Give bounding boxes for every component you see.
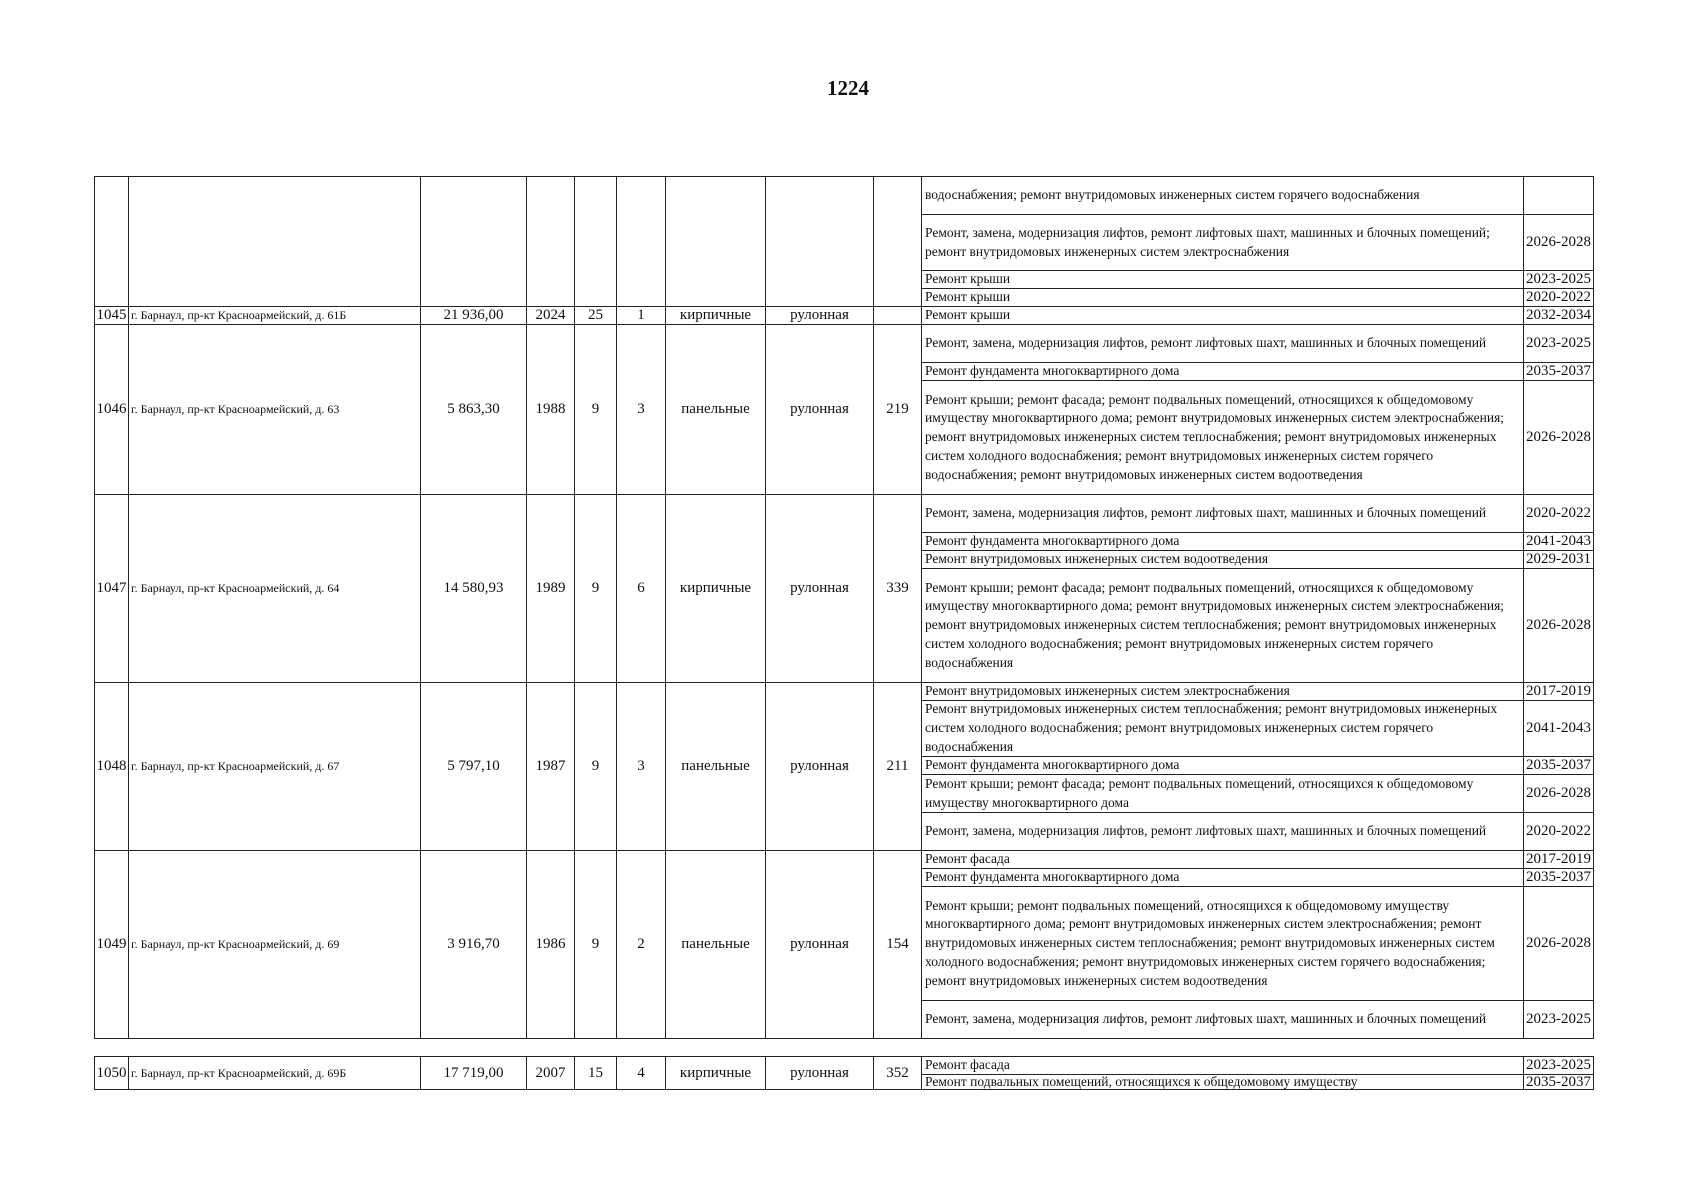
work-period: 2041-2043 [1523, 700, 1594, 757]
cell-walls: кирпичные [665, 494, 766, 683]
work-period [1523, 176, 1594, 215]
work-period: 2035-2037 [1523, 362, 1594, 381]
cell-entrances: 2 [616, 850, 666, 1039]
cell-roof: рулонная [765, 850, 874, 1039]
cell-num [94, 176, 129, 307]
cell-address: г. Барнаул, пр-кт Красноармейский, д. 69Б [128, 1056, 421, 1090]
cell-floors: 15 [574, 1056, 617, 1090]
cell-area: 3 916,70 [420, 850, 527, 1039]
work-text: Ремонт, замена, модернизация лифтов, ремонт лифтовых шахт, машинных и блочных помещений; ремонт внутридомовых инженерных систем электроснабжения [925, 224, 1490, 259]
cell-entrances: 1 [616, 306, 666, 325]
cell-address: г. Барнаул, пр-кт Красноармейский, д. 67 [128, 682, 421, 851]
work-description [921, 532, 1524, 551]
cell-walls: панельные [665, 850, 766, 1039]
page-number: 1224 [827, 76, 869, 100]
work-text: Ремонт крыши; ремонт фасада; ремонт подвальных помещений, относящихся к общедомовому имуществу многоквартирного дома; ремонт внутридомовых инженерных систем электроснабжения; ремонт внутридомовых инженерных систем теплоснабжения; ремонт внутридомовых инженерных систем холодного водоснабжения; ремонт внутридомовых инженерных систем горячего водоснабжения [925, 579, 1505, 670]
cell-num: 1050 [94, 1056, 129, 1090]
work-description [921, 1074, 1524, 1090]
work-description [921, 812, 1524, 851]
cell-entrances: 4 [616, 1056, 666, 1090]
cell-address: г. Барнаул, пр-кт Красноармейский, д. 69 [128, 850, 421, 1039]
work-text: Ремонт внутридомовых инженерных систем электроснабжения [925, 683, 1290, 699]
work-period: 2020-2022 [1523, 288, 1594, 307]
cell-num: 1047 [94, 494, 129, 683]
cell-num: 1046 [94, 324, 129, 495]
cell-roof: рулонная [765, 306, 874, 325]
cell-floors: 9 [574, 850, 617, 1039]
cell-residents [873, 176, 922, 307]
work-period: 2035-2037 [1523, 1074, 1594, 1090]
work-description [921, 568, 1524, 683]
work-description [921, 756, 1524, 775]
work-text: водоснабжения; ремонт внутридомовых инженерных систем горячего водоснабжения [925, 187, 1420, 203]
cell-year: 2007 [526, 1056, 575, 1090]
work-description [921, 306, 1524, 325]
cell-residents: 211 [873, 682, 922, 851]
cell-floors: 9 [574, 494, 617, 683]
work-text: Ремонт, замена, модернизация лифтов, ремонт лифтовых шахт, машинных и блочных помещений [925, 823, 1487, 839]
cell-address: г. Барнаул, пр-кт Красноармейский, д. 64 [128, 494, 421, 683]
cell-year: 2024 [526, 306, 575, 325]
cell-address: г. Барнаул, пр-кт Красноармейский, д. 61Б [128, 306, 421, 325]
work-description [921, 494, 1524, 533]
work-text: Ремонт крыши; ремонт подвальных помещений, относящихся к общедомовому имуществу многоквартирного дома; ремонт внутридомовых инженерных систем электроснабжения; ремонт внутридомовых инженерных систем теплоснабжения; ремонт внутридомовых инженерных систем холодного водоснабжения; ремонт внутридомовых инженерных систем горячего водоснабжения; ремонт внутридомовых инженерных систем водоотведения [925, 897, 1495, 988]
work-description [921, 1000, 1524, 1039]
work-description [921, 886, 1524, 1001]
work-text: Ремонт фундамента многоквартирного дома [925, 363, 1180, 379]
work-period: 2017-2019 [1523, 682, 1594, 701]
work-text: Ремонт, замена, модернизация лифтов, ремонт лифтовых шахт, машинных и блочных помещений [925, 335, 1487, 351]
work-description [921, 270, 1524, 289]
cell-floors: 25 [574, 306, 617, 325]
cell-area [420, 176, 527, 307]
work-description [921, 362, 1524, 381]
work-text: Ремонт крыши; ремонт фасада; ремонт подвальных помещений, относящихся к общедомовому имуществу многоквартирного дома; ремонт внутридомовых инженерных систем электроснабжения; ремонт внутридомовых инженерных систем теплоснабжения; ремонт внутридомовых инженерных систем холодного водоснабжения; ремонт внутридомовых инженерных систем горячего водоснабжения; ремонт внутридомовых инженерных систем водоотведения [925, 391, 1505, 482]
cell-entrances: 6 [616, 494, 666, 683]
cell-year: 1988 [526, 324, 575, 495]
capital-repair-table [94, 176, 1594, 1089]
cell-roof: рулонная [765, 494, 874, 683]
work-description [921, 214, 1524, 271]
cell-walls: кирпичные [665, 1056, 766, 1090]
cell-area: 5 797,10 [420, 682, 527, 851]
cell-residents: 219 [873, 324, 922, 495]
work-period: 2041-2043 [1523, 532, 1594, 551]
work-text: Ремонт, замена, модернизация лифтов, ремонт лифтовых шахт, машинных и блочных помещений [925, 1011, 1487, 1027]
work-period: 2026-2028 [1523, 886, 1594, 1001]
work-description [921, 380, 1524, 495]
work-period: 2032-2034 [1523, 306, 1594, 325]
cell-num: 1048 [94, 682, 129, 851]
work-text: Ремонт фундамента многоквартирного дома [925, 533, 1180, 549]
cell-entrances: 3 [616, 324, 666, 495]
work-text: Ремонт внутридомовых инженерных систем водоотведения [925, 551, 1269, 567]
cell-num: 1049 [94, 850, 129, 1039]
work-text: Ремонт внутридомовых инженерных систем теплоснабжения; ремонт внутридомовых инженерных систем холодного водоснабжения; ремонт внутридомовых инженерных систем горячего водоснабжения [925, 701, 1498, 754]
cell-residents: 339 [873, 494, 922, 683]
work-text: Ремонт фундамента многоквартирного дома [925, 869, 1180, 885]
cell-area: 5 863,30 [420, 324, 527, 495]
work-period: 2020-2022 [1523, 494, 1594, 533]
work-period: 2017-2019 [1523, 850, 1594, 869]
work-description [921, 774, 1524, 813]
cell-year: 1987 [526, 682, 575, 851]
work-description [921, 850, 1524, 869]
work-period: 2029-2031 [1523, 550, 1594, 569]
cell-roof [765, 176, 874, 307]
work-text: Ремонт фасада [925, 1057, 1010, 1073]
cell-year [526, 176, 575, 307]
work-description [921, 324, 1524, 363]
work-text: Ремонт крыши; ремонт фасада; ремонт подвальных помещений, относящихся к общедомовому имуществу многоквартирного дома [925, 775, 1474, 810]
work-period: 2023-2025 [1523, 324, 1594, 363]
work-description [921, 288, 1524, 307]
work-period: 2023-2025 [1523, 1000, 1594, 1039]
cell-walls [665, 176, 766, 307]
work-text: Ремонт подвальных помещений, относящихся к общедомовому имуществу [925, 1074, 1358, 1089]
cell-floors: 9 [574, 324, 617, 495]
cell-residents: 352 [873, 1056, 922, 1090]
cell-walls: панельные [665, 324, 766, 495]
cell-entrances: 3 [616, 682, 666, 851]
cell-roof: рулонная [765, 1056, 874, 1090]
work-description [921, 176, 1524, 215]
cell-year: 1989 [526, 494, 575, 683]
cell-residents [873, 306, 922, 325]
work-text: Ремонт фасада [925, 851, 1010, 867]
work-text: Ремонт крыши [925, 271, 1011, 287]
work-period: 2035-2037 [1523, 868, 1594, 887]
work-period: 2020-2022 [1523, 812, 1594, 851]
work-text: Ремонт крыши [925, 307, 1011, 323]
cell-area: 14 580,93 [420, 494, 527, 683]
work-period: 2026-2028 [1523, 774, 1594, 813]
cell-area: 17 719,00 [420, 1056, 527, 1090]
work-period: 2023-2025 [1523, 270, 1594, 289]
work-period: 2026-2028 [1523, 214, 1594, 271]
cell-residents: 154 [873, 850, 922, 1039]
cell-address [128, 176, 421, 307]
work-description [921, 700, 1524, 757]
work-description [921, 1056, 1524, 1075]
work-description [921, 868, 1524, 887]
cell-floors: 9 [574, 682, 617, 851]
work-description [921, 682, 1524, 701]
work-text: Ремонт, замена, модернизация лифтов, ремонт лифтовых шахт, машинных и блочных помещений [925, 505, 1487, 521]
work-period: 2026-2028 [1523, 568, 1594, 683]
cell-year: 1986 [526, 850, 575, 1039]
cell-address: г. Барнаул, пр-кт Красноармейский, д. 63 [128, 324, 421, 495]
cell-entrances [616, 176, 666, 307]
work-text: Ремонт фундамента многоквартирного дома [925, 757, 1180, 773]
cell-area: 21 936,00 [420, 306, 527, 325]
cell-walls: кирпичные [665, 306, 766, 325]
work-text: Ремонт крыши [925, 289, 1011, 305]
work-description [921, 550, 1524, 569]
work-period: 2035-2037 [1523, 756, 1594, 775]
cell-roof: рулонная [765, 324, 874, 495]
cell-num: 1045 [94, 306, 129, 325]
cell-roof: рулонная [765, 682, 874, 851]
work-period: 2026-2028 [1523, 380, 1594, 495]
work-period: 2023-2025 [1523, 1056, 1594, 1075]
cell-walls: панельные [665, 682, 766, 851]
cell-floors [574, 176, 617, 307]
